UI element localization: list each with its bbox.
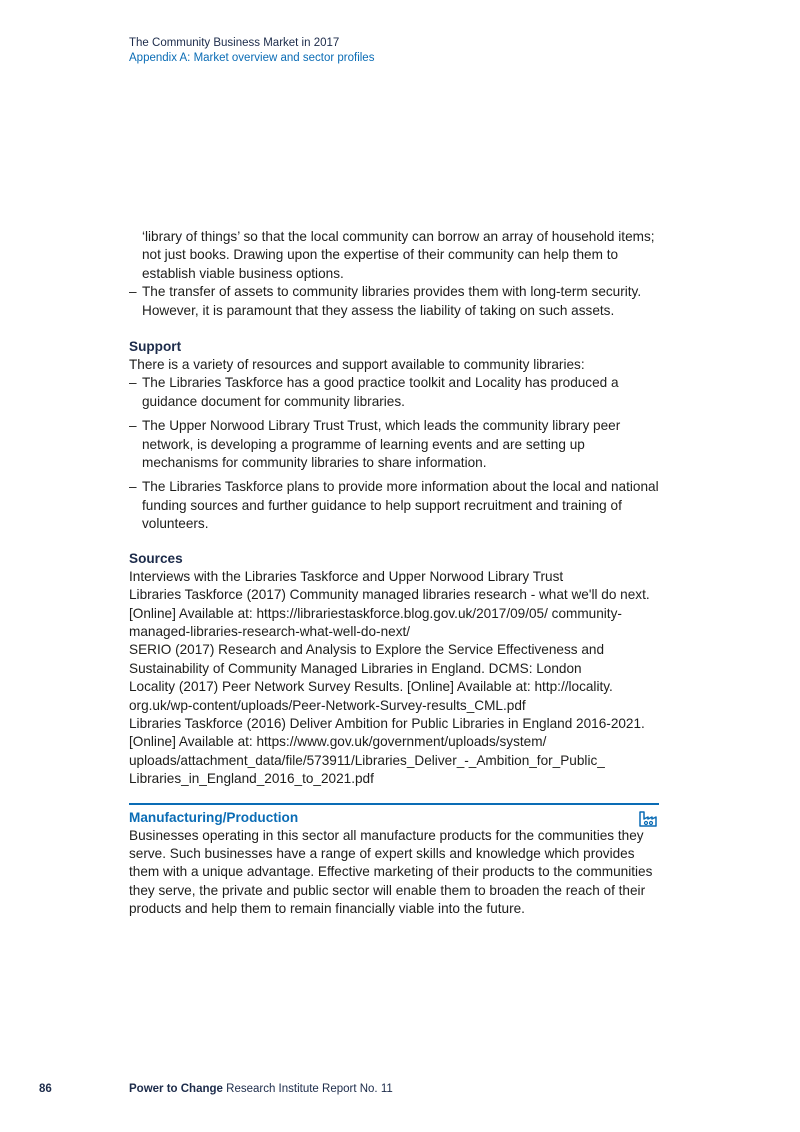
source-item: Libraries Taskforce (2016) Deliver Ambition for Public Libraries in England 2016-2021. [Online] Available at: https://www.gov.uk/government/uploads/system/ uploads/attachment_data/file/573911/Libraries_Deliver_-_Ambition_for_Public_ Libraries_in_England_2016_to_2021.pdf [129, 715, 645, 787]
section-subtitle: Appendix A: Market overview and sector profiles [129, 52, 375, 64]
sector-section [129, 803, 659, 919]
bullet-text: The transfer of assets to community libraries provides them with long-term security. However, it is paramount that they assess the liability of taking on such assets. [142, 284, 642, 318]
brand-name: Power to Change [129, 1083, 223, 1095]
running-header [129, 36, 374, 66]
page-content [129, 228, 659, 919]
bullet-text: The Upper Norwood Library Trust Trust, which leads the community library peer network, is developing a programme of learning events and are setting up mechanisms for community libraries to share information. [142, 418, 621, 471]
dash-marker: – [129, 418, 137, 434]
source-item: Libraries Taskforce (2017) Community managed libraries research - what we'll do next. [Online] Available at: https://librariestaskforce.blog.gov.uk/2017/09/05/ community-managed-libraries-research-what-well-do-next/ [129, 587, 650, 639]
report-name: Research Institute Report No. 11 [222, 1083, 393, 1095]
sources-heading: Sources [129, 550, 183, 566]
bullet-text: The Libraries Taskforce has a good practice toolkit and Locality has produced a guidance document for community libraries. [142, 375, 619, 409]
report-title: The Community Business Market in 2017 [129, 37, 340, 49]
sector-body: Businesses operating in this sector all manufacture products for the communities they serve. Such businesses have a range of expert skills and knowledge which provides them with a unique advantage. Effective marketing of their products to the communities they serve, the private and public sector will enable them to broaden the reach of their products and help them to remain financially viable into the future. [129, 827, 653, 917]
source-item: Interviews with the Libraries Taskforce and Upper Norwood Library Trust [129, 568, 564, 584]
support-heading: Support [129, 339, 182, 355]
continued-bullet-text: ‘library of things’ so that the local community can borrow an array of household items; not just books. Drawing upon the expertise of their community can help them to establish viable business options. [142, 229, 655, 281]
bullet-item [129, 417, 659, 472]
bullet-item [129, 283, 659, 320]
footer-brand [129, 1083, 393, 1095]
source-item: SERIO (2017) Research and Analysis to Explore the Service Effectiveness and Sustainability of Community Managed Libraries in England. DCMS: London [129, 642, 605, 676]
page-number: 86 [39, 1083, 52, 1095]
source-item: Locality (2017) Peer Network Survey Results. [Online] Available at: http://locality. org.uk/wp-content/uploads/Peer-Network-Survey-results_CML.pdf [129, 679, 613, 713]
support-intro: There is a variety of resources and support available to community libraries: [129, 357, 585, 373]
factory-icon [639, 811, 657, 827]
dash-marker: – [129, 375, 137, 391]
bullet-item [129, 374, 659, 411]
dash-marker: – [129, 284, 137, 300]
bullet-item [129, 478, 659, 533]
sector-title: Manufacturing/Production [129, 809, 299, 825]
bullet-text: The Libraries Taskforce plans to provide more information about the local and national funding sources and further guidance to help support recruitment and training of volunteers. [142, 479, 659, 532]
dash-marker: – [129, 479, 137, 495]
